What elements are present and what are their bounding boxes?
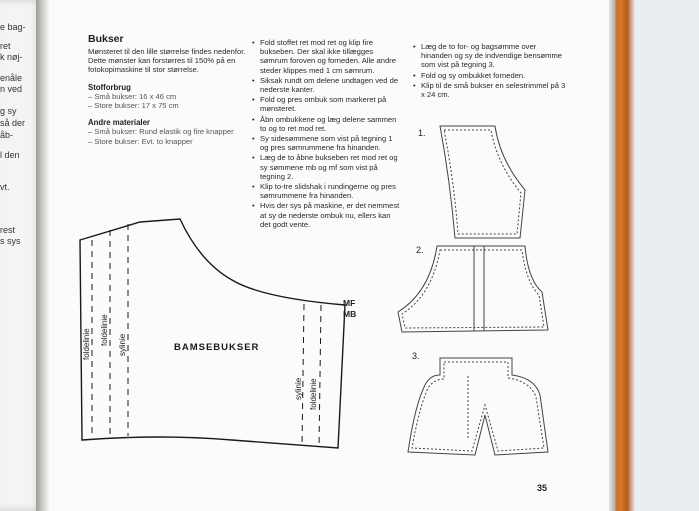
prev-fragment: k nøj- (0, 52, 23, 62)
figure-3-drawing (408, 358, 548, 455)
fold-line-right (319, 305, 321, 447)
prev-fragment: enåle (0, 73, 23, 83)
mb-label: MB (343, 309, 357, 319)
instruction-step: • Læg de to for- og bagsømme over hinanden og sy de indvendige bensømme som vist på tegning 3. (413, 42, 568, 70)
instruction-step: • Siksak rundt om delene undtagen ved de nederste kanter. (252, 76, 402, 94)
prev-fragment: l den (0, 150, 20, 160)
figure-3-outline (408, 358, 548, 455)
prev-fragment: åb- (0, 130, 14, 140)
figure-2-outline (398, 246, 548, 332)
fold-label-right: foldelinie (309, 378, 318, 410)
prev-fragment: s sys (0, 236, 21, 246)
figure-1-stitch (444, 130, 521, 234)
instruction-step: • Klip to-tre slidshak i rundingerne og pres sømrummene fra hinanden. (252, 182, 402, 200)
fabric-item: – Store bukser: 17 x 75 cm (88, 101, 179, 111)
fold-label-left-2: foldelinie (100, 314, 109, 346)
instruction-step: • Læg de to åbne bukseben ret mod ret og sy sømmene mb og mf som vist på tegning 2. (252, 153, 402, 181)
pattern-title: BAMSEBUKSER (174, 342, 260, 353)
section-title: Bukser (88, 33, 124, 45)
prev-fragment: ret (0, 41, 11, 51)
page-number: 35 (537, 483, 548, 493)
prev-fragment: n ved (0, 84, 23, 94)
instruction-step: • Fold stoffet ret mod ret og klip fire bukseben. Der skal ikke tillægges sømrum foroven og forneden. Alle andre steder klippes med 1 cm sømrum. (252, 38, 402, 75)
instruction-step: • Sy sidesømmene som vist på tegning 1 og pres sømrummene fra hinanden. (252, 134, 402, 152)
instruction-step: • Åbn ombukkene og læg delene sammen to og to ret mod ret. (252, 115, 402, 133)
materials-item: – Små bukser: Rund elastik og fire knapper (88, 127, 234, 137)
seam-label-right: sylinie (294, 377, 303, 400)
figure-1-drawing (440, 126, 525, 238)
prev-fragment: e bag- (0, 22, 26, 32)
prev-fragment: så der (0, 118, 26, 128)
instruction-step: • Klip til de små bukser en selestrimmel på 3 x 24 cm. (413, 81, 568, 99)
prev-fragment: rest (0, 225, 16, 235)
fabric-item: – Små bukser: 16 x 46 cm (88, 91, 177, 101)
instruction-step: • Hvis der sys på maskine, er det nemmest at sy de nederste ombuk nu, ellers kan det godt vente. (252, 201, 402, 229)
seam-line-right (302, 304, 304, 447)
figure-3-stitch (412, 362, 544, 451)
instruction-step: • Fold og pres ombuk som markeret på mønsteret. (252, 95, 402, 113)
prev-fragment: vt. (0, 182, 10, 192)
figure-2-stitch (402, 250, 544, 328)
fabric-heading: Stofforbrug (88, 82, 131, 92)
prev-fragment: g sy (0, 106, 17, 116)
figure-2-number: 2. (416, 245, 424, 255)
materials-item: – Store bukser: Evt. to knapper (88, 136, 193, 146)
intro-text: Mønsteret til den lille størrelse findes nedenfor. Dette mønster kan forstørres til 150% på en fotokopimaskine til stor størrelse. (88, 47, 246, 75)
instruction-step: • Fold og sy ombukket forneden. (413, 71, 568, 80)
figure-1-number: 1. (418, 128, 426, 138)
figure-2-drawing (398, 246, 548, 332)
materials-heading: Andre materialer (88, 118, 150, 128)
mf-label: MF (343, 298, 356, 308)
figure-3-number: 3. (412, 351, 420, 361)
seam-label-left: sylinie (118, 333, 127, 356)
fold-label-left: foldelinie (82, 328, 91, 360)
